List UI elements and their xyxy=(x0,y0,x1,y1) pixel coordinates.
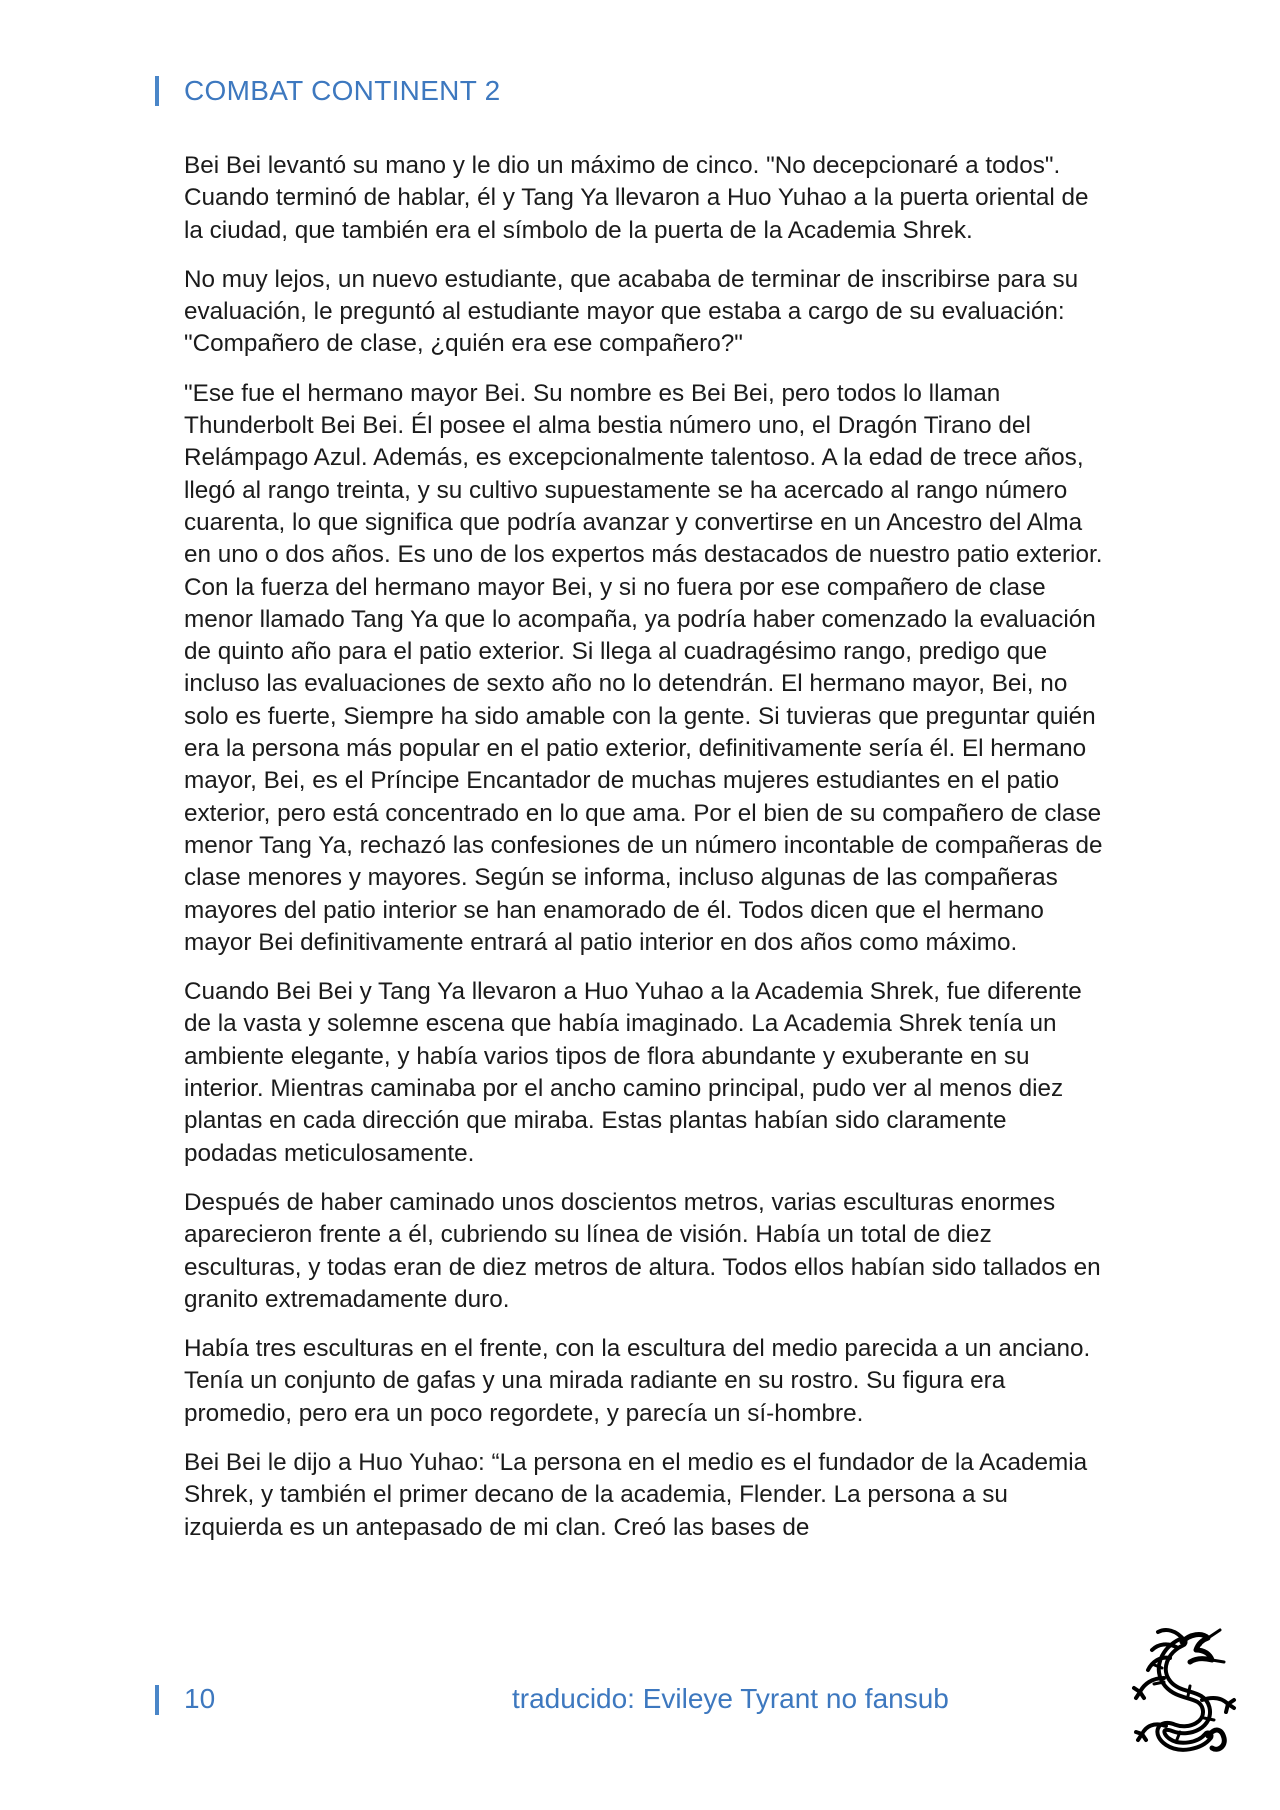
translator-credit: traducido: Evileye Tyrant no fansub xyxy=(512,1683,949,1714)
paragraph: Cuando Bei Bei y Tang Ya llevaron a Huo Yuhao a la Academia Shrek, fue diferente de la vasta y solemne escena que había imaginado. La Academia Shrek tenía un ambiente elegante, y había varios tipos de flora abundante y exuberante en su interior. Mientras caminaba por el ancho camino principal, pudo ver al menos diez plantas en cada dirección que miraba. Estas plantas habían sido claramente podadas meticulosamente. xyxy=(184,978,1082,1167)
paragraph: Había tres esculturas en el frente, con la escultura del medio parecida a un anciano. Tenía un conjunto de gafas y una mirada radiante en su rostro. Su figura era promedio, pero era un poco regordete, y parecía un sí-hombre. xyxy=(184,1335,1091,1427)
page-number: 10 xyxy=(184,1683,216,1714)
page-body xyxy=(184,150,1104,1561)
footer-accent-bar xyxy=(155,1685,159,1715)
page-header xyxy=(155,74,501,108)
paragraph: Bei Bei le dijo a Huo Yuhao: “La persona en el medio es el fundador de la Academia Shrek, y también el primer decano de la academia, Flender. La persona a su izquierda es un antepasado de mi clan. Creó las bases de xyxy=(184,1448,1088,1541)
paragraph: "Ese fue el hermano mayor Bei. Su nombre es Bei Bei, pero todos lo llaman Thunderbolt Bei Bei. Él posee el alma bestia número uno, el Dragón Tirano del Relámpago Azul. Además, es excepcionalmente talentoso. A la edad de trece años, llegó al rango treinta, y su cultivo supuestamente se ha acercado al rango número cuarenta, lo que significa que podría avanzar y convertirse en un Ancestro del Alma en uno o dos años. Es uno de los expertos más destacados de nuestro patio exterior. Con la fuerza del hermano mayor Bei, y si no fuera por ese compañero de clase menor llamado Tang Ya que lo acompaña, ya podría haber comenzado la evaluación de quinto año para el patio exterior. Si llega al cuadragésimo rango, predigo que incluso las evaluaciones de sexto año no lo detendrán. El hermano mayor, Bei, no solo es fuerte, Siempre ha sido amable con la gente. Si tuvieras que preguntar quién era la persona más popular en el patio exterior, definitivamente sería él. El hermano mayor, Bei, es el Príncipe Encantador de muchas mujeres estudiantes en el patio exterior, pero está concentrado en lo que ama. Por el bien de su compañero de clase menor Tang Ya, rechazó las confesiones de un número incontable de compañeras de clase menores y mayores. Según se informa, incluso algunas de las compañeras mayores del patio interior se han enamorado de él. Todos dicen que el hermano mayor Bei definitivamente entrará al patio interior en dos años como máximo. xyxy=(184,379,1103,956)
paragraph: No muy lejos, un nuevo estudiante, que acababa de terminar de inscribirse para su evaluación, le preguntó al estudiante mayor que estaba a cargo de su evaluación: "Compañero de clase, ¿quién era ese compañero?" xyxy=(184,265,1079,358)
paragraph: Bei Bei levantó su mano y le dio un máximo de cinco. "No decepcionaré a todos". Cuando terminó de hablar, él y Tang Ya llevaron a Huo Yuhao a la puerta oriental de la ciudad, que también era el símbolo de la puerta de la Academia Shrek. xyxy=(184,152,1089,244)
paragraph: Después de haber caminado unos doscientos metros, varias esculturas enormes aparecieron frente a él, cubriendo su línea de visión. Había un total de diez esculturas, y todas eran de diez metros de altura. Todos ellos habían sido tallados en granito extremadamente duro. xyxy=(184,1188,1101,1313)
book-title: COMBAT CONTINENT 2 xyxy=(184,75,501,106)
header-accent-bar xyxy=(155,76,159,106)
dragon-icon xyxy=(1104,1622,1244,1762)
page-footer xyxy=(155,1683,1155,1717)
